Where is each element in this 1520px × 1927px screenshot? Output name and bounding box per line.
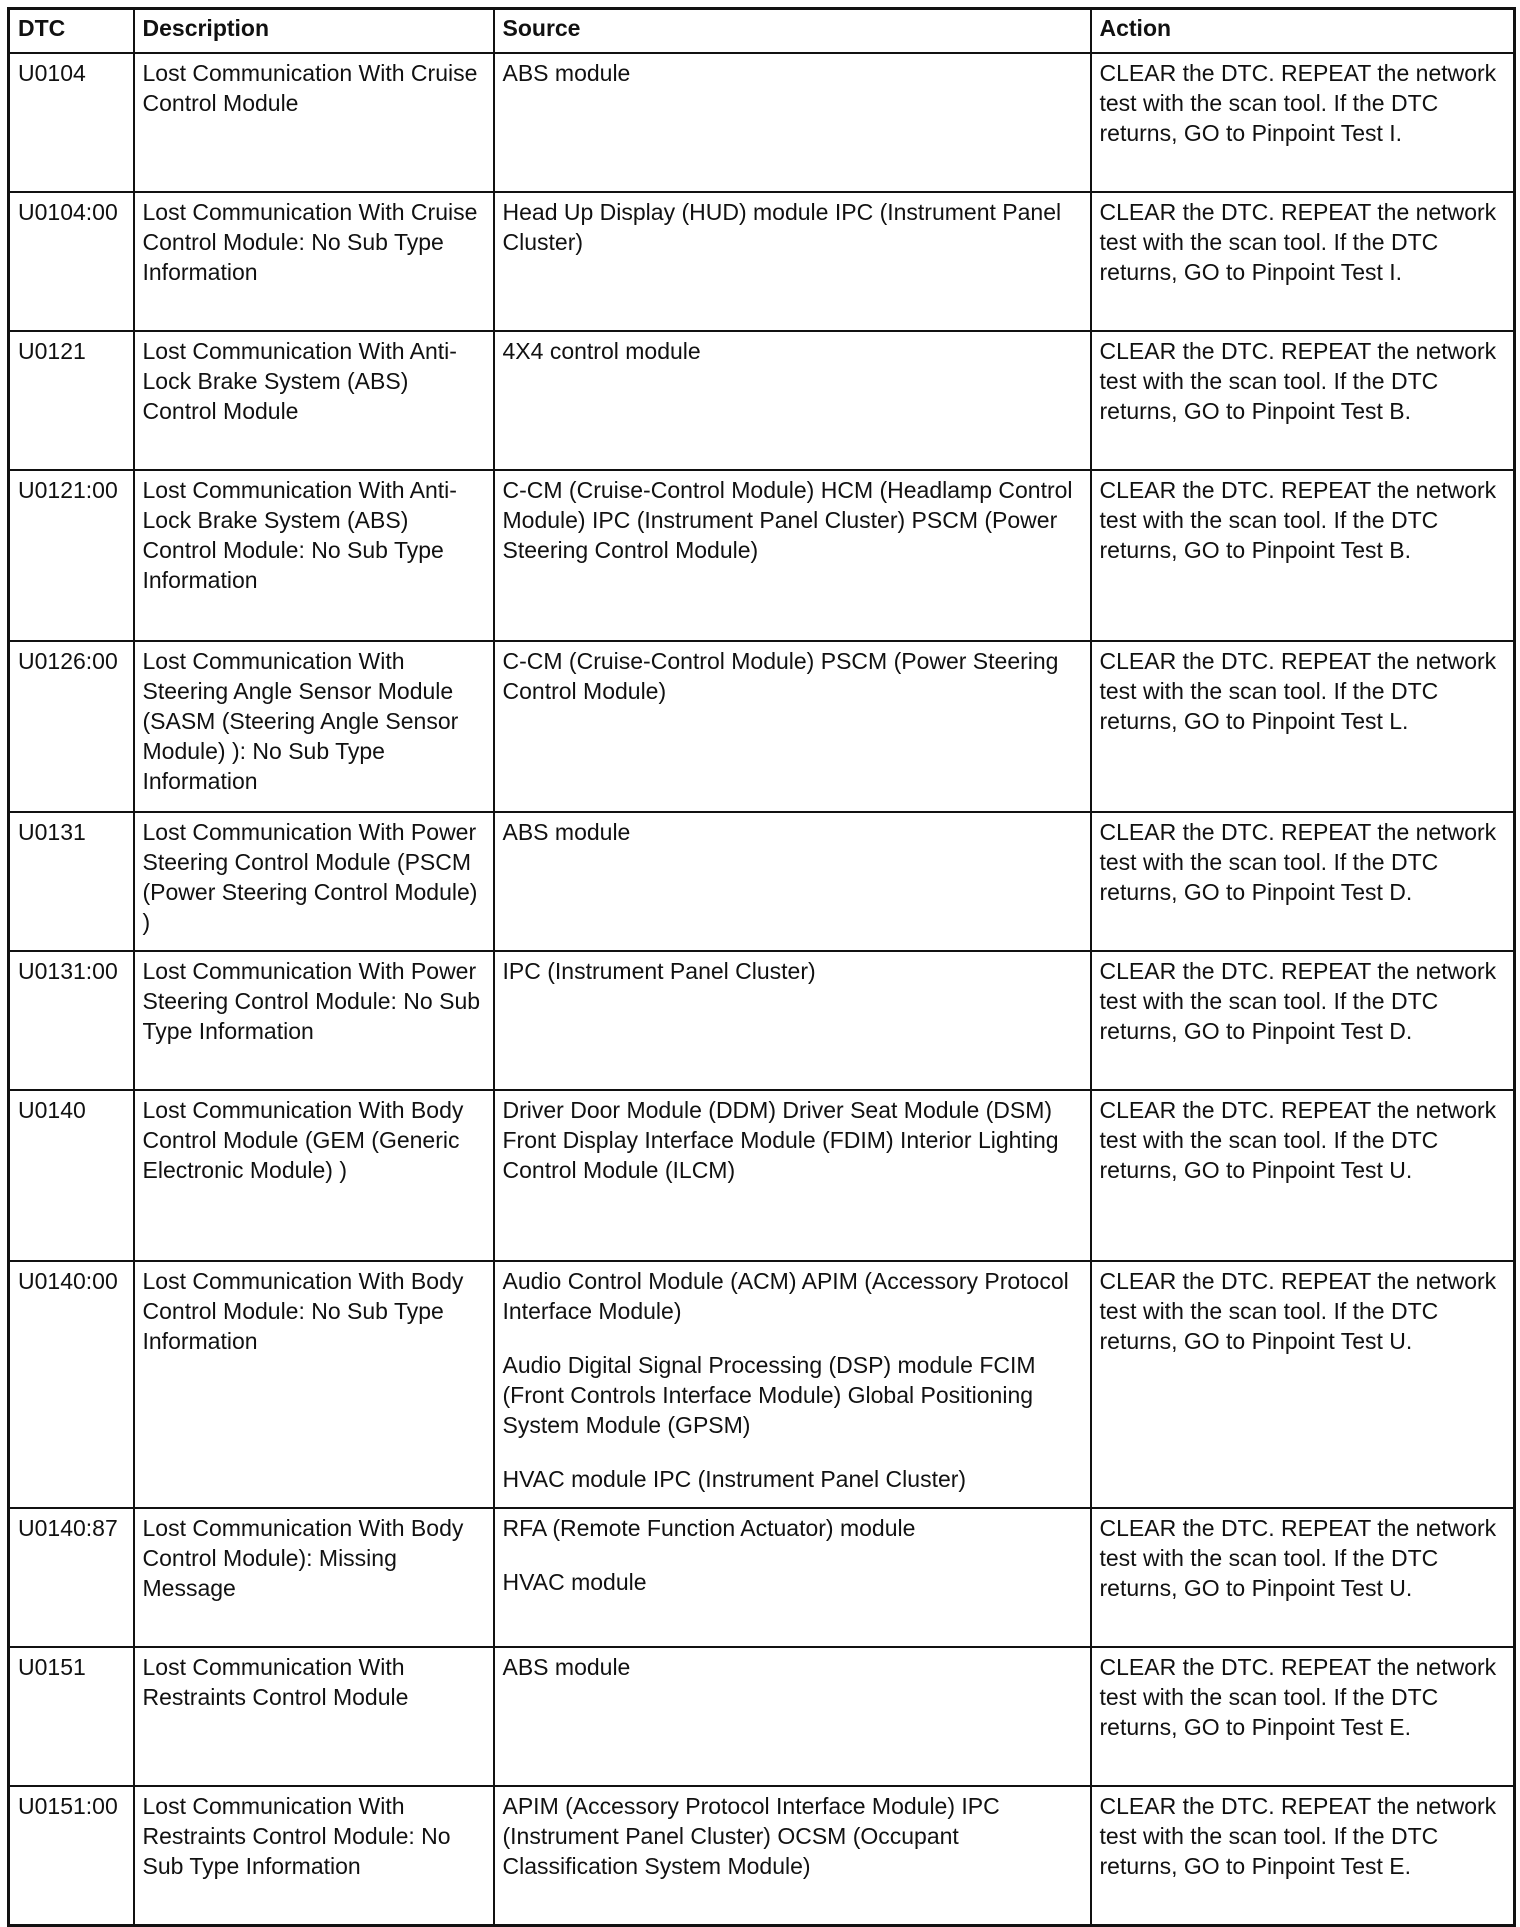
action-cell: CLEAR the DTC. REPEAT the network test with the scan tool. If the DTC returns, GO to Pinpoint Test U. bbox=[1091, 1261, 1515, 1508]
table-row bbox=[9, 1647, 1515, 1786]
source-paragraph: HVAC module bbox=[502, 1569, 647, 1595]
source-cell bbox=[494, 192, 1091, 331]
description-cell: Lost Communication With Steering Angle Sensor Module (SASM (Steering Angle Sensor Module) ): No Sub Type Information bbox=[134, 641, 494, 812]
source-cell bbox=[494, 951, 1091, 1090]
source-cell bbox=[494, 641, 1091, 812]
table-header-row bbox=[9, 9, 1515, 54]
dtc-code-cell: U0131 bbox=[9, 812, 134, 951]
description-cell: Lost Communication With Body Control Module): Missing Message bbox=[134, 1508, 494, 1647]
source-paragraph: HVAC module IPC (Instrument Panel Cluster) bbox=[502, 1466, 967, 1492]
source-paragraph: ABS module bbox=[502, 819, 631, 845]
dtc-code-cell: U0131:00 bbox=[9, 951, 134, 1090]
dtc-code-cell: U0151 bbox=[9, 1647, 134, 1786]
table-row bbox=[9, 1508, 1515, 1647]
source-paragraph: APIM (Accessory Protocol Interface Module) IPC (Instrument Panel Cluster) OCSM (Occupant Classification System Module) bbox=[502, 1793, 1000, 1879]
dtc-code-cell: U0140 bbox=[9, 1090, 134, 1261]
header-dtc: DTC bbox=[9, 9, 134, 54]
dtc-code-cell: U0121:00 bbox=[9, 470, 134, 641]
description-cell: Lost Communication With Body Control Module: No Sub Type Information bbox=[134, 1261, 494, 1508]
action-cell: CLEAR the DTC. REPEAT the network test with the scan tool. If the DTC returns, GO to Pinpoint Test I. bbox=[1091, 192, 1515, 331]
description-cell: Lost Communication With Restraints Control Module: No Sub Type Information bbox=[134, 1786, 494, 1926]
source-cell bbox=[494, 812, 1091, 951]
source-paragraph: Head Up Display (HUD) module IPC (Instrument Panel Cluster) bbox=[502, 199, 1062, 255]
action-cell: CLEAR the DTC. REPEAT the network test with the scan tool. If the DTC returns, GO to Pinpoint Test U. bbox=[1091, 1508, 1515, 1647]
table-row bbox=[9, 1261, 1515, 1508]
table-row bbox=[9, 192, 1515, 331]
dtc-code-cell: U0104 bbox=[9, 53, 134, 192]
dtc-code-cell: U0140:87 bbox=[9, 1508, 134, 1647]
dtc-code-cell: U0126:00 bbox=[9, 641, 134, 812]
source-cell bbox=[494, 331, 1091, 470]
source-cell bbox=[494, 470, 1091, 641]
description-cell: Lost Communication With Anti-Lock Brake System (ABS) Control Module: No Sub Type Information bbox=[134, 470, 494, 641]
dtc-code-cell: U0140:00 bbox=[9, 1261, 134, 1508]
table-row bbox=[9, 331, 1515, 470]
source-cell bbox=[494, 1508, 1091, 1647]
source-paragraph: RFA (Remote Function Actuator) module bbox=[502, 1515, 916, 1541]
source-paragraph: Audio Digital Signal Processing (DSP) module FCIM (Front Controls Interface Module) Global Positioning System Module (GPSM) bbox=[502, 1352, 1036, 1438]
description-cell: Lost Communication With Restraints Control Module bbox=[134, 1647, 494, 1786]
table-row bbox=[9, 1090, 1515, 1261]
source-paragraph: Audio Control Module (ACM) APIM (Accessory Protocol Interface Module) bbox=[502, 1268, 1069, 1324]
dtc-table bbox=[7, 7, 1516, 1927]
dtc-code-cell: U0121 bbox=[9, 331, 134, 470]
action-cell: CLEAR the DTC. REPEAT the network test with the scan tool. If the DTC returns, GO to Pinpoint Test D. bbox=[1091, 951, 1515, 1090]
table-body bbox=[9, 53, 1515, 1926]
source-cell bbox=[494, 1261, 1091, 1508]
description-cell: Lost Communication With Cruise Control Module bbox=[134, 53, 494, 192]
table-row bbox=[9, 951, 1515, 1090]
description-cell: Lost Communication With Power Steering Control Module: No Sub Type Information bbox=[134, 951, 494, 1090]
dtc-code-cell: U0151:00 bbox=[9, 1786, 134, 1926]
action-cell: CLEAR the DTC. REPEAT the network test with the scan tool. If the DTC returns, GO to Pinpoint Test E. bbox=[1091, 1786, 1515, 1926]
description-cell: Lost Communication With Body Control Module (GEM (Generic Electronic Module) ) bbox=[134, 1090, 494, 1261]
action-cell: CLEAR the DTC. REPEAT the network test with the scan tool. If the DTC returns, GO to Pinpoint Test D. bbox=[1091, 812, 1515, 951]
source-paragraph: C-CM (Cruise-Control Module) PSCM (Power Steering Control Module) bbox=[502, 648, 1059, 704]
source-cell bbox=[494, 1090, 1091, 1261]
description-cell: Lost Communication With Cruise Control Module: No Sub Type Information bbox=[134, 192, 494, 331]
header-description: Description bbox=[134, 9, 494, 54]
action-cell: CLEAR the DTC. REPEAT the network test with the scan tool. If the DTC returns, GO to Pinpoint Test U. bbox=[1091, 1090, 1515, 1261]
description-cell: Lost Communication With Power Steering Control Module (PSCM (Power Steering Control Module) ) bbox=[134, 812, 494, 951]
source-paragraph: ABS module bbox=[502, 1654, 631, 1680]
action-cell: CLEAR the DTC. REPEAT the network test with the scan tool. If the DTC returns, GO to Pinpoint Test L. bbox=[1091, 641, 1515, 812]
source-cell bbox=[494, 53, 1091, 192]
table-row bbox=[9, 812, 1515, 951]
action-cell: CLEAR the DTC. REPEAT the network test with the scan tool. If the DTC returns, GO to Pinpoint Test B. bbox=[1091, 331, 1515, 470]
header-action: Action bbox=[1091, 9, 1515, 54]
action-cell: CLEAR the DTC. REPEAT the network test with the scan tool. If the DTC returns, GO to Pinpoint Test E. bbox=[1091, 1647, 1515, 1786]
table-row bbox=[9, 53, 1515, 192]
source-paragraph: Driver Door Module (DDM) Driver Seat Module (DSM) Front Display Interface Module (FDIM) Interior Lighting Control Module (ILCM) bbox=[502, 1097, 1059, 1183]
description-cell: Lost Communication With Anti-Lock Brake System (ABS) Control Module bbox=[134, 331, 494, 470]
header-source: Source bbox=[494, 9, 1091, 54]
source-cell bbox=[494, 1647, 1091, 1786]
source-paragraph: IPC (Instrument Panel Cluster) bbox=[502, 958, 816, 984]
source-paragraph: 4X4 control module bbox=[502, 338, 701, 364]
table-row bbox=[9, 641, 1515, 812]
dtc-code-cell: U0104:00 bbox=[9, 192, 134, 331]
source-paragraph: ABS module bbox=[502, 60, 631, 86]
action-cell: CLEAR the DTC. REPEAT the network test with the scan tool. If the DTC returns, GO to Pinpoint Test I. bbox=[1091, 53, 1515, 192]
table-row bbox=[9, 470, 1515, 641]
source-paragraph: C-CM (Cruise-Control Module) HCM (Headlamp Control Module) IPC (Instrument Panel Cluster) PSCM (Power Steering Control Module) bbox=[502, 477, 1073, 563]
action-cell: CLEAR the DTC. REPEAT the network test with the scan tool. If the DTC returns, GO to Pinpoint Test B. bbox=[1091, 470, 1515, 641]
